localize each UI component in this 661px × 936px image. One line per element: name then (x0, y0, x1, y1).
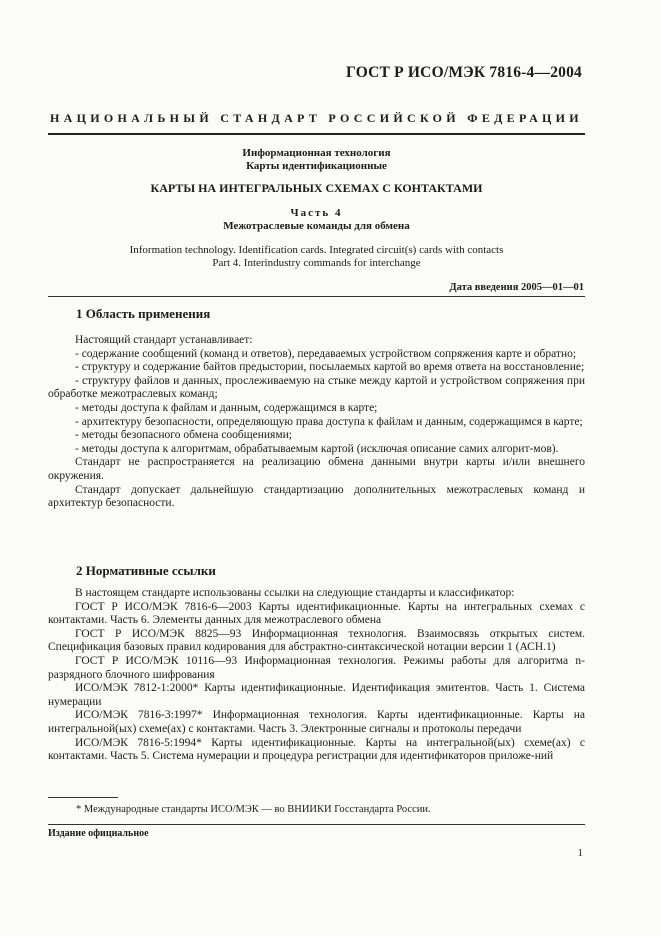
bottom-rule (48, 824, 585, 825)
paragraph: ИСО/МЭК 7812-1:2000* Карты идентификационные. Идентификация эмитентов. Часть 1. Система нумерации (48, 682, 585, 708)
edition-label: Издание официальное (48, 828, 149, 839)
paragraph: - методы доступа к алгоритмам, обрабатываемым картой (исключая описание самих алгорит-мов). (75, 442, 559, 455)
section-2-heading: 2 Нормативные ссылки (76, 563, 216, 578)
title-line-1: Информационная технология (242, 147, 391, 159)
top-rule (48, 133, 585, 135)
paragraph: Настоящий стандарт устанавливает: (75, 334, 253, 346)
english-title (48, 244, 585, 269)
part-number: Часть 4 (290, 207, 343, 219)
introduction-date: Дата введения 2005—01—01 (449, 282, 584, 293)
standard-banner: НАЦИОНАЛЬНЫЙ СТАНДАРТ РОССИЙСКОЙ ФЕДЕРАЦИИ (50, 111, 583, 125)
paragraph: - методы доступа к файлам и данным, содержащимся в карте; (75, 401, 378, 414)
paragraph: - методы безопасного обмена сообщениями; (75, 429, 292, 442)
paragraph: Стандарт допускает дальнейшую стандартизацию дополнительных межотраслевых команд и архитектур безопасности. (48, 483, 585, 510)
paragraph: - структуру и содержание байтов предыстории, посылаемых картой во время ответа на восстановление; (75, 361, 585, 374)
document-code: ГОСТ Р ИСО/МЭК 7816-4—2004 (346, 64, 582, 81)
english-title-line-2: Part 4. Interindustry commands for interchange (212, 256, 421, 269)
footnote-separator (48, 797, 118, 798)
paragraph: Стандарт не распространяется на реализацию обмена данными внутри карты и/или внешнего окружения. (48, 456, 585, 482)
title-block-topic (48, 147, 585, 173)
paragraph: ИСО/МЭК 7816-3:1997* Информационная технология. Карты идентификационные. Карты на интегральной(ых) схеме(ах) с контактами. Часть 3. Электронные сигналы и протоколы передачи (48, 709, 585, 735)
paragraph: ГОСТ Р ИСО/МЭК 10116—93 Информационная технология. Режимы работы для алгоритма n-разрядного блочного шифрования (48, 654, 585, 681)
english-title-line-1: Information technology. Identification cards. Integrated circuit(s) cards with contacts (129, 244, 504, 256)
section-1-heading: 1 Область применения (76, 306, 211, 321)
paragraph: - структуру файлов и данных, прослеживаемую на стыке между картой и устройством сопряжения при обработке межотраслевых команд; (48, 374, 585, 401)
part-title: Межотраслевые команды для обмена (223, 220, 410, 232)
title-line-2: Карты идентификационные (246, 160, 387, 172)
footnote: * Международные стандарты ИСО/МЭК — во ВНИИКИ Госстандарта России. (76, 804, 431, 815)
date-rule (48, 296, 585, 297)
paragraph: ИСО/МЭК 7816-5:1994* Карты идентификационные. Карты на интегральной(ых) схеме(ах) с контактами. Часть 5. Система нумерации и процедура регистрации для идентификаторов приложе-ний (48, 736, 585, 763)
main-title: КАРТЫ НА ИНТЕГРАЛЬНЫХ СХЕМАХ С КОНТАКТАМИ (150, 181, 483, 195)
page-number: 1 (577, 847, 583, 859)
section-1-body (48, 334, 585, 511)
paragraph: ГОСТ Р ИСО/МЭК 7816-6—2003 Карты идентификационные. Карты на интегральных схемах с контактами. Часть 6. Элементы данных для межотраслевого обмена (48, 600, 585, 627)
paragraph: - содержание сообщений (команд и ответов), передаваемых устройством сопряжения карте и обратно; (75, 347, 577, 360)
paragraph: - архитектуру безопасности, определяющую права доступа к файлам и данным, содержащимся в карте; (75, 415, 583, 428)
part-block (48, 207, 585, 233)
section-2-body (48, 587, 585, 764)
paragraph: ГОСТ Р ИСО/МЭК 8825—93 Информационная технология. Взаимосвязь открытых систем. Спецификация базовых правил кодирования для абстрактно-синтаксической нотации версии 1 (АСН.1) (48, 627, 585, 654)
paragraph: В настоящем стандарте использованы ссылки на следующие стандарты и классификатор: (75, 587, 515, 599)
